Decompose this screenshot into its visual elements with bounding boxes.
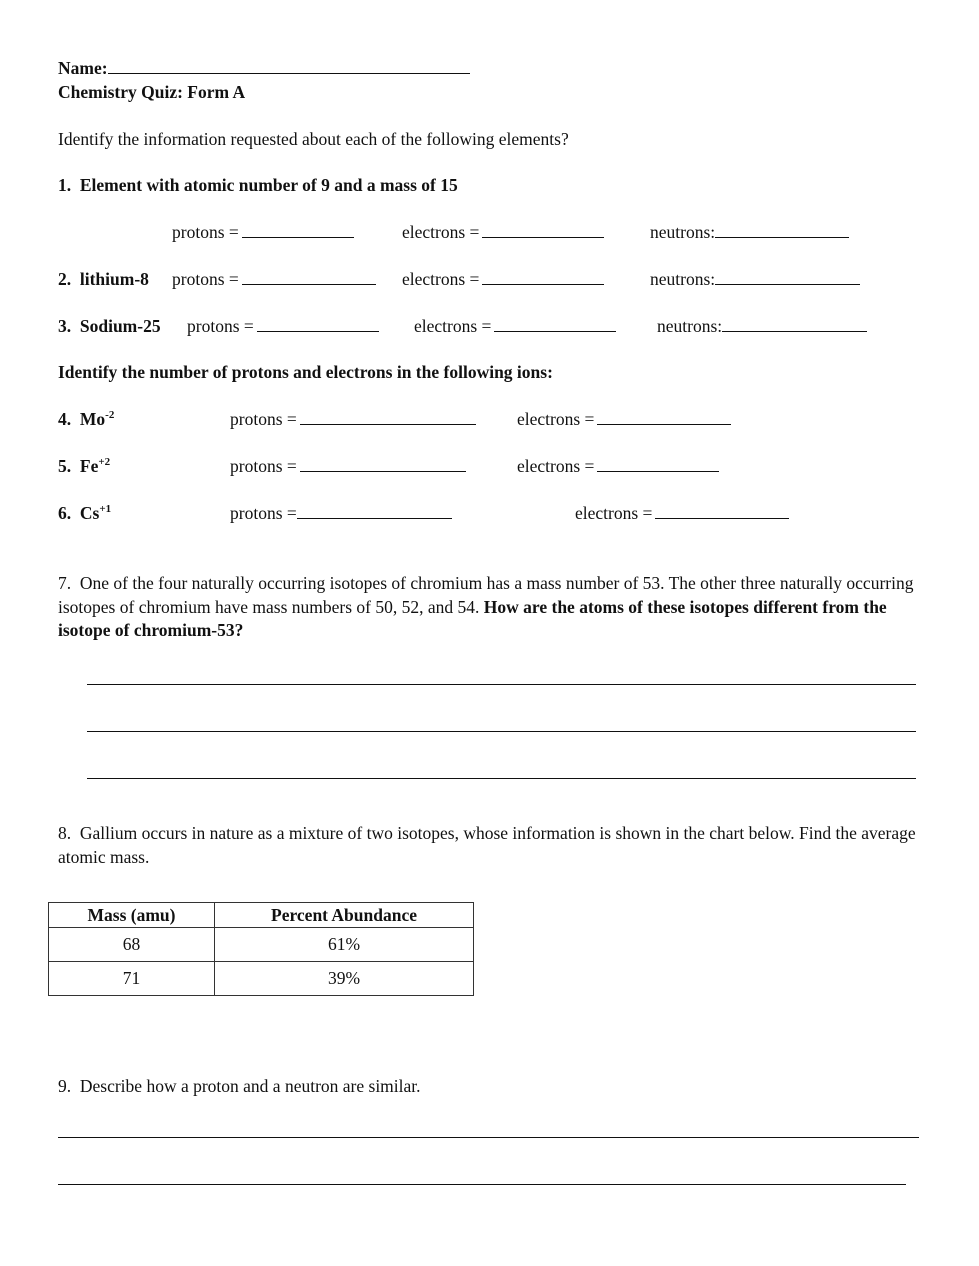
question-5: 5. $Fe^{+2}$	[58, 456, 111, 476]
q2-neutrons[interactable]: neutrons:	[650, 269, 860, 290]
answer-blank[interactable]	[297, 503, 452, 519]
q1-electrons[interactable]: electrons =	[402, 222, 604, 243]
table-header: Percent Abundance	[215, 903, 474, 928]
q1-neutrons[interactable]: neutrons:	[650, 222, 849, 243]
answer-blank[interactable]	[494, 316, 616, 332]
table-header: Mass (amu)	[49, 903, 215, 928]
answer-blank[interactable]	[597, 456, 719, 472]
question-9: 9. Describe how a proton and a neutron are similar.	[58, 1076, 421, 1096]
answer-blank[interactable]	[715, 222, 849, 238]
answer-blank[interactable]	[655, 503, 789, 519]
q3-electrons[interactable]: electrons =	[414, 316, 616, 337]
table-header-row	[49, 903, 474, 928]
answer-blank[interactable]	[300, 456, 466, 472]
answer-line[interactable]	[87, 778, 916, 779]
table-cell: 39%	[215, 962, 474, 996]
q4-electrons[interactable]: electrons =	[517, 409, 731, 430]
question-4: 4. $Mo^{-2}$	[58, 409, 115, 429]
question-8: 8. Gallium occurs in nature as a mixture of two isotopes, whose information is shown in the chart below. Find the average atomic mass.	[58, 823, 916, 867]
question-7: 7. One of the four naturally occurring isotopes of chromium has a mass number of 53. The other three naturally occurring isotopes of chromium have mass numbers of 50, 52, and 54. How are the atoms of these isotopes different from the isotope of chromium-53?	[58, 573, 914, 640]
question-3: 3. Sodium-25	[58, 316, 161, 336]
answer-line[interactable]	[87, 731, 916, 732]
name-blank[interactable]	[108, 58, 470, 74]
table-cell: 68	[49, 928, 215, 962]
answer-blank[interactable]	[715, 269, 860, 285]
q3-neutrons[interactable]: neutrons:	[657, 316, 867, 337]
instructions-ions: Identify the number of protons and electrons in the following ions:	[58, 362, 553, 382]
answer-blank[interactable]	[242, 222, 354, 238]
q2-electrons[interactable]: electrons =	[402, 269, 604, 290]
table-row	[49, 928, 474, 962]
name-label: Name:	[58, 58, 108, 78]
answer-blank[interactable]	[482, 269, 604, 285]
page-title: Chemistry Quiz: Form A	[58, 82, 246, 102]
q2-protons[interactable]: protons =	[172, 269, 376, 290]
question-1: 1. Element with atomic number of 9 and a mass of 15	[58, 175, 458, 195]
table-cell: 61%	[215, 928, 474, 962]
answer-line[interactable]	[87, 684, 916, 685]
isotope-table	[48, 902, 474, 996]
table-cell: 71	[49, 962, 215, 996]
answer-blank[interactable]	[242, 269, 376, 285]
question-6: 6. $Cs^{+1}$	[58, 503, 112, 523]
q5-protons[interactable]: protons =	[230, 456, 466, 477]
answer-line[interactable]	[58, 1184, 906, 1185]
q6-electrons[interactable]: electrons =	[575, 503, 789, 524]
q1-protons[interactable]: protons =	[172, 222, 354, 243]
name-field[interactable]	[58, 58, 470, 79]
question-2: 2. lithium-8	[58, 269, 149, 289]
q5-electrons[interactable]: electrons =	[517, 456, 719, 477]
instructions-elements: Identify the information requested about each of the following elements?	[58, 129, 569, 149]
answer-blank[interactable]	[722, 316, 867, 332]
answer-blank[interactable]	[482, 222, 604, 238]
table-row	[49, 962, 474, 996]
answer-blank[interactable]	[597, 409, 731, 425]
answer-blank[interactable]	[300, 409, 476, 425]
q3-protons[interactable]: protons =	[187, 316, 379, 337]
answer-blank[interactable]	[257, 316, 379, 332]
q4-protons[interactable]: protons =	[230, 409, 476, 430]
answer-line[interactable]	[58, 1137, 919, 1138]
q6-protons[interactable]: protons =	[230, 503, 452, 524]
